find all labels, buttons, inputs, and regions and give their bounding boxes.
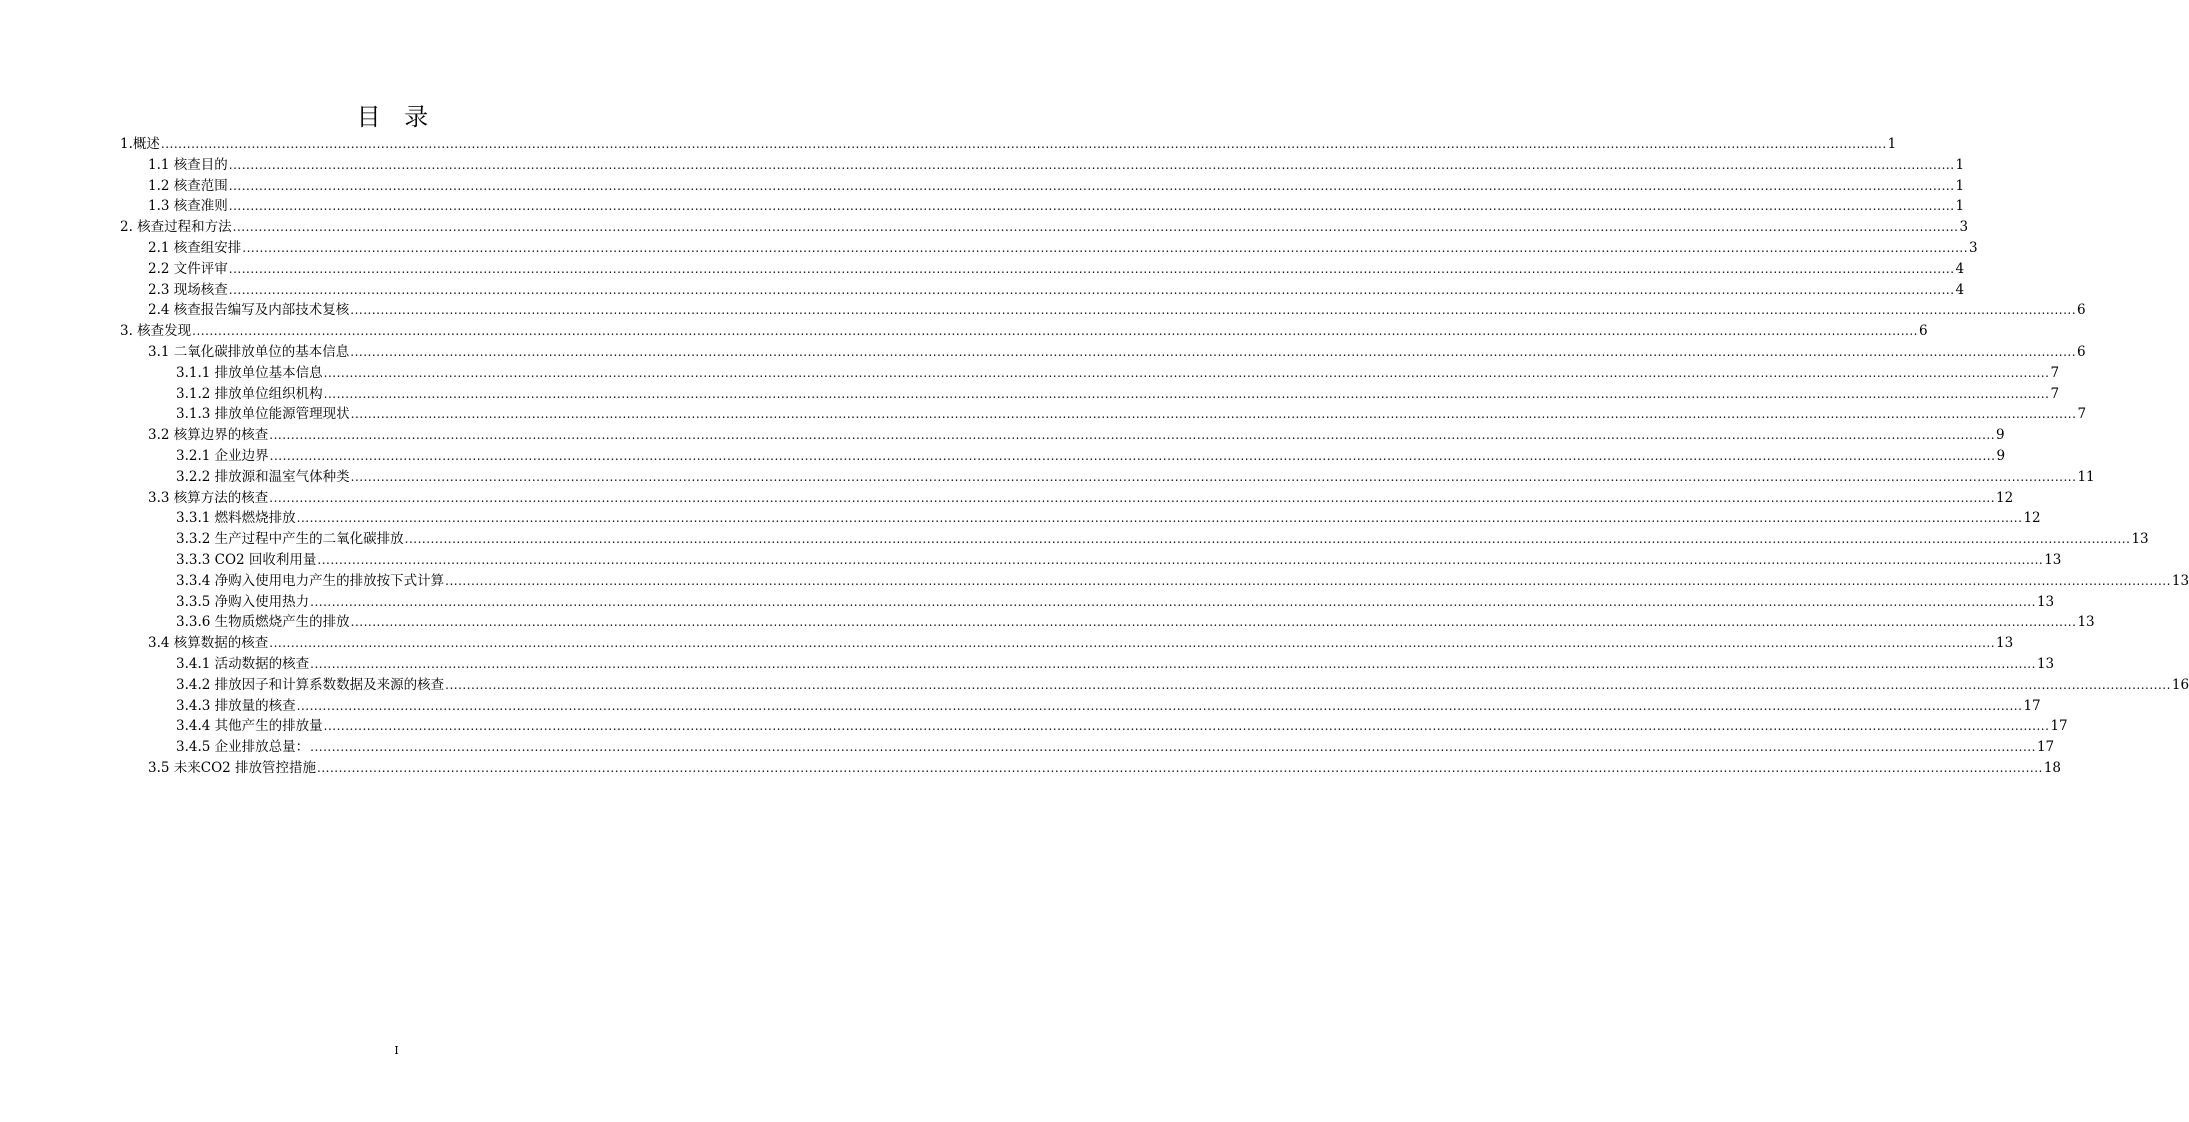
toc-leader-dots: ................................................................................................................................................................................................................................................................................................................................................................................................................ (317, 761, 2043, 775)
toc-entry-page: 9 (1996, 448, 2006, 464)
toc-entry-label: 3.3.5 净购入使用热力 (176, 593, 310, 610)
toc-entry-label: 3.1.3 排放单位能源管理现状 (176, 406, 350, 423)
toc-leader-dots: ................................................................................................................................................................................................................................................................................................................................................................................................................ (404, 532, 2131, 547)
toc-entry-page: 13 (2171, 572, 2189, 589)
toc-leader-dots: ................................................................................................................................................................................................................................................................................................................................................................................................................ (350, 615, 2077, 630)
toc-leader-dots: ................................................................................................................................................................................................................................................................................................................................................................................................................ (445, 573, 2171, 588)
toc-entry[interactable] (176, 592, 2055, 613)
toc-entry-label: 3.1.2 排放单位组织机构 (176, 385, 323, 402)
toc-entry-page: 12 (2023, 510, 2041, 527)
toc-entry[interactable] (176, 654, 2055, 675)
toc-entry-page: 17 (2050, 718, 2068, 735)
toc-entry-page: 17 (2023, 697, 2041, 714)
toc-entry-label: 3.2.2 排放源和温室气体种类 (176, 468, 350, 485)
toc-entry[interactable] (148, 300, 2086, 321)
toc-entry[interactable] (176, 737, 2055, 758)
toc-entry-label: 3.3.3 CO2 回收利用量 (176, 552, 317, 568)
toc-entry-page: 4 (1955, 281, 1965, 298)
toc-entry-label: 2.1 核查组安排 (148, 240, 242, 256)
toc-entry-label: 3.4.2 排放因子和计算系数数据及来源的核查 (176, 676, 445, 693)
toc-entry[interactable] (176, 550, 2062, 571)
toc-leader-dots: ................................................................................................................................................................................................................................................................................................................................................................................................................ (310, 657, 2036, 671)
toc-entry-page: 13 (1996, 635, 2014, 652)
toc-entry[interactable] (176, 612, 2095, 633)
toc-entry-page: 13 (2036, 593, 2055, 610)
toc-entry-label: 3.4 核算数据的核查 (148, 635, 269, 652)
toc-leader-dots: ................................................................................................................................................................................................................................................................................................................................................................................................................ (269, 636, 1996, 651)
toc-leader-dots: ................................................................................................................................................................................................................................................................................................................................................................................................................ (350, 469, 2077, 484)
toc-entry-label: 2. 核查过程和方法 (120, 219, 232, 236)
toc-leader-dots: ................................................................................................................................................................................................................................................................................................................................................................................................................ (232, 220, 1959, 235)
toc-entry[interactable] (176, 446, 2006, 467)
toc-entry-page: 13 (2044, 552, 2062, 568)
toc-entry-page: 18 (2043, 760, 2062, 776)
toc-entry-page: 11 (2077, 468, 2095, 485)
toc-leader-dots: ................................................................................................................................................................................................................................................................................................................................................................................................................ (269, 449, 1996, 463)
toc-entry-page: 4 (1955, 260, 1965, 277)
toc-entry[interactable] (176, 384, 2060, 405)
toc-leader-dots: ................................................................................................................................................................................................................................................................................................................................................................................................................ (269, 490, 1996, 505)
toc-leader-dots: ................................................................................................................................................................................................................................................................................................................................................................................................................ (228, 178, 1955, 193)
toc-entry-page: 7 (2050, 385, 2060, 402)
toc-entry[interactable] (176, 467, 2095, 488)
toc-entry-page: 6 (1918, 323, 1928, 340)
toc-entry[interactable] (176, 404, 2087, 425)
toc-entry[interactable] (176, 716, 2068, 737)
toc-entry-label: 3.2.1 企业边界 (176, 448, 269, 464)
toc-entry[interactable] (176, 571, 2189, 592)
toc-leader-dots: ................................................................................................................................................................................................................................................................................................................................................................................................................ (317, 553, 2044, 567)
toc-entry-page: 17 (2036, 739, 2055, 756)
toc-entry-label: 3.3.1 燃料燃烧排放 (176, 510, 296, 527)
toc-entry-page: 16 (2171, 676, 2189, 693)
toc-entry-label: 3.4.5 企业排放总量： (176, 739, 310, 756)
toc-entry-label: 3.4.1 活动数据的核查 (176, 656, 310, 672)
toc-entry-page: 7 (2077, 406, 2087, 423)
toc-entry-page: 1 (1887, 136, 1897, 152)
toc-leader-dots: ................................................................................................................................................................................................................................................................................................................................................................................................................ (160, 137, 1887, 151)
toc-entry-page: 3 (1959, 219, 1969, 236)
toc-entry-page: 6 (2077, 344, 2086, 360)
toc-entry[interactable] (148, 425, 2005, 446)
toc-entry[interactable] (120, 217, 1969, 238)
toc-leader-dots: ................................................................................................................................................................................................................................................................................................................................................................................................................ (323, 365, 2050, 380)
toc-entry-page: 1 (1955, 177, 1965, 194)
toc-entry-label: 3.3.4 净购入使用电力产生的排放按下式计算 (176, 572, 445, 589)
toc-entry-label: 3.5 未来CO2 排放管控措施 (148, 760, 317, 776)
toc-entry-label: 3.1 二氧化碳排放单位的基本信息 (148, 344, 350, 360)
toc-entry[interactable] (176, 508, 2041, 529)
toc-entry[interactable] (148, 196, 1965, 217)
toc-entry-label: 3.2 核算边界的核查 (148, 427, 269, 444)
toc-entry[interactable] (148, 259, 1965, 280)
toc-leader-dots: ................................................................................................................................................................................................................................................................................................................................................................................................................ (296, 511, 2023, 526)
toc-leader-dots: ................................................................................................................................................................................................................................................................................................................................................................................................................ (242, 241, 1969, 255)
toc-leader-dots: ................................................................................................................................................................................................................................................................................................................................................................................................................ (310, 594, 2036, 609)
toc-entry[interactable] (176, 363, 2060, 384)
toc-entry-label: 1.2 核查范围 (148, 177, 228, 194)
toc-leader-dots: ................................................................................................................................................................................................................................................................................................................................................................................................................ (228, 282, 1955, 297)
toc-entry-label: 2.3 现场核查 (148, 281, 228, 298)
toc-leader-dots: ................................................................................................................................................................................................................................................................................................................................................................................................................ (192, 324, 1918, 339)
toc-entry[interactable] (148, 238, 1978, 259)
toc-leader-dots: ................................................................................................................................................................................................................................................................................................................................................................................................................ (228, 261, 1955, 276)
toc-entry-page: 13 (2131, 531, 2149, 548)
toc-entry-page: 7 (2050, 364, 2060, 381)
toc-entry-page: 9 (1996, 427, 2005, 444)
toc-entry-page: 12 (1996, 489, 2014, 506)
toc-entry-label: 3.3.6 生物质燃烧产生的排放 (176, 614, 350, 631)
toc-entry-label: 3. 核查发现 (120, 323, 192, 340)
toc-leader-dots: ................................................................................................................................................................................................................................................................................................................................................................................................................ (323, 386, 2050, 401)
toc-entry-label: 1.1 核查目的 (148, 156, 228, 173)
toc-entry-page: 1 (1955, 198, 1965, 215)
toc-entry-page: 1 (1955, 156, 1965, 173)
toc-entry-label: 2.4 核查报告编写及内部技术复核 (148, 302, 350, 319)
toc-entry[interactable] (148, 488, 2014, 509)
toc-leader-dots: ................................................................................................................................................................................................................................................................................................................................................................................................................ (350, 345, 2077, 359)
toc-entry-label: 3.3.2 生产过程中产生的二氧化碳排放 (176, 531, 404, 548)
toc-leader-dots: ................................................................................................................................................................................................................................................................................................................................................................................................................ (350, 407, 2077, 422)
toc-entry[interactable] (148, 280, 1965, 301)
toc-entry-label: 3.4.3 排放量的核查 (176, 697, 296, 714)
toc-entry-page: 13 (2036, 656, 2055, 672)
toc-leader-dots: ................................................................................................................................................................................................................................................................................................................................................................................................................ (445, 677, 2171, 692)
toc-entry[interactable] (176, 675, 2189, 696)
toc-entry-page: 3 (1969, 240, 1978, 256)
toc-entry[interactable] (148, 176, 1965, 197)
toc-entry-label: 3.3 核算方法的核查 (148, 489, 269, 506)
toc-title: 目 录 (356, 103, 437, 131)
toc-entry[interactable] (148, 342, 2086, 363)
toc-leader-dots: ................................................................................................................................................................................................................................................................................................................................................................................................................ (310, 740, 2036, 755)
toc-leader-dots: ................................................................................................................................................................................................................................................................................................................................................................................................................ (350, 303, 2077, 318)
toc-leader-dots: ................................................................................................................................................................................................................................................................................................................................................................................................................ (269, 428, 1996, 443)
toc-leader-dots: ................................................................................................................................................................................................................................................................................................................................................................................................................ (323, 719, 2050, 734)
toc-entry[interactable] (176, 696, 2041, 717)
toc-entry-label: 1.3 核查准则 (148, 198, 228, 215)
toc-entry[interactable] (176, 529, 2149, 550)
toc-entry[interactable] (148, 633, 2014, 654)
toc-leader-dots: ................................................................................................................................................................................................................................................................................................................................................................................................................ (228, 199, 1955, 214)
toc-entry-page: 6 (2077, 302, 2086, 319)
toc-entry[interactable] (148, 155, 1965, 176)
toc-entry[interactable] (120, 321, 1928, 342)
toc-entry[interactable] (120, 134, 1897, 155)
toc-entry-label: 1.概述 (120, 136, 160, 152)
toc-leader-dots: ................................................................................................................................................................................................................................................................................................................................................................................................................ (296, 698, 2023, 713)
toc-entry[interactable] (148, 758, 2062, 779)
toc-leader-dots: ................................................................................................................................................................................................................................................................................................................................................................................................................ (228, 157, 1955, 172)
page-number: I (394, 1044, 399, 1057)
toc-entry-label: 2.2 文件评审 (148, 260, 228, 277)
toc-entry-label: 3.4.4 其他产生的排放量 (176, 718, 323, 735)
toc-entry-page: 13 (2077, 614, 2095, 631)
toc-entry-label: 3.1.1 排放单位基本信息 (176, 364, 323, 381)
